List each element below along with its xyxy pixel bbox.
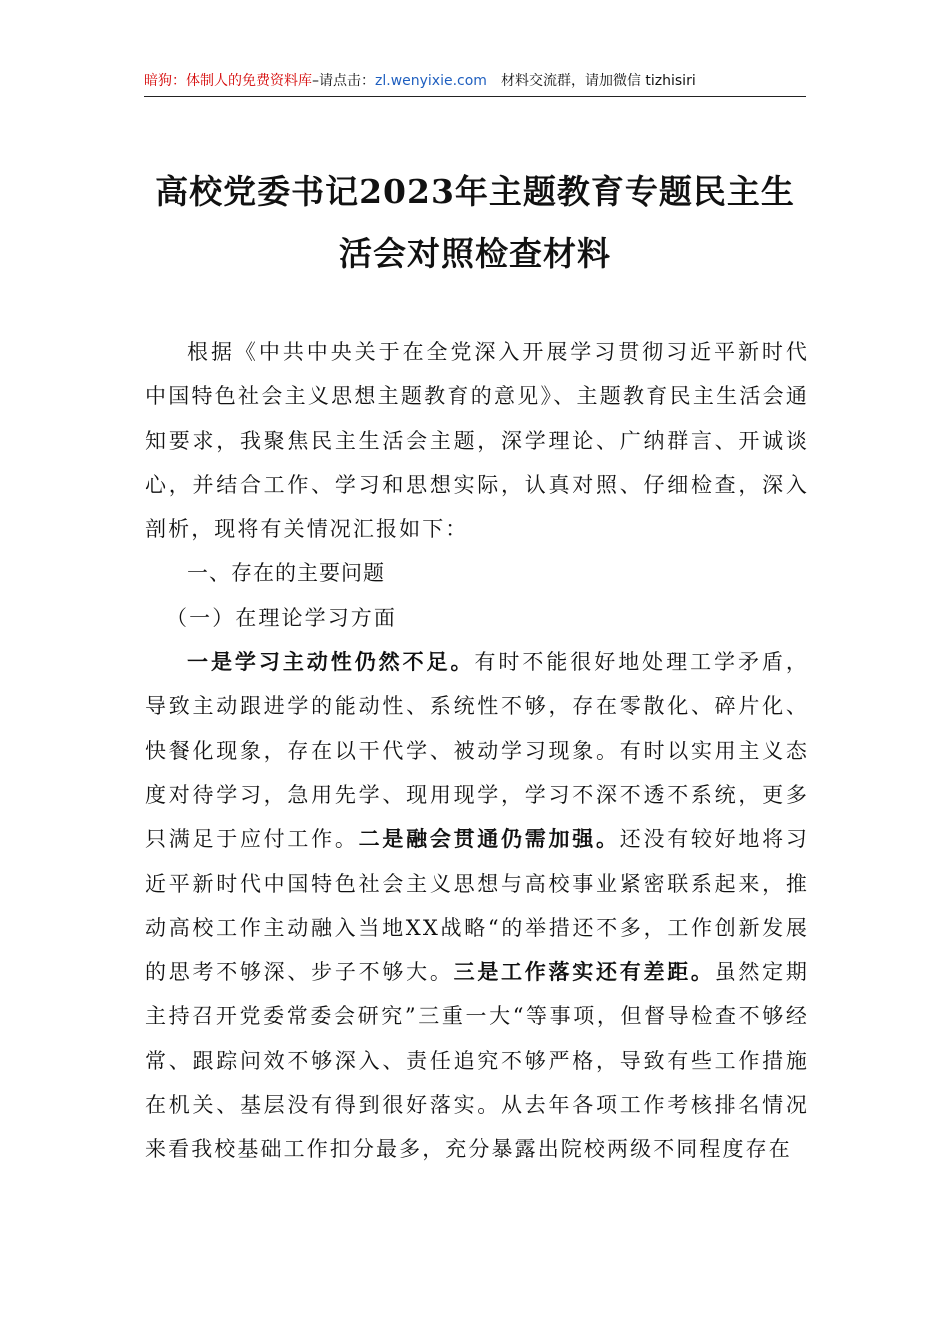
section-heading: 一、存在的主要问题 xyxy=(187,561,385,586)
subsection-heading: （一）在理论学习方面 xyxy=(166,605,397,630)
point1-text: 有时不能很好地处理工学矛盾，导致主动跟进学的能动性、系统性不够，存在零散化、碎片化、快餐化现象，存在以干代学、被动学习现象。有时以实用主义态度对待学习，急用先学、现用现学，学习不深不透不系统，更多只满足于应付工作。 xyxy=(145,650,809,852)
header-url-link[interactable]: zl.wenyixie.com xyxy=(375,73,487,89)
intro-paragraph: 根据《中共中央关于在全党深入开展学习贯彻习近平新时代中国特色社会主义思想主题教育的意见》、主题教育民主生活会通知要求，我聚焦民主生活会主题，深学理论、广纳群言、开诚谈心，并结合工作、学习和思想实际，认真对照、仔细检查，深入剖析，现将有关情况汇报如下： xyxy=(145,340,809,542)
header-site-name[interactable]: 暗狗：体制人的免费资料库 xyxy=(144,73,312,89)
point3-lead: 三是工作落实还有差距。 xyxy=(453,959,715,985)
header-wechat-note: 材料交流群，请加微信 tizhisiri xyxy=(500,73,696,89)
document-title-line2: 活会对照检查材料 xyxy=(339,234,611,273)
point3-text: 虽然定期主持召开党委常委会研究”三重一大“等事项，但督导检查不够经常、跟踪问效不够深入、责任追究不够严格，导致有些工作措施在机关、基层没有得到很好落实。从去年各项工作考核排名情况来看我校基础工作扣分最多，充分暴露出院校两级不同程度存在 xyxy=(145,960,809,1162)
document-body xyxy=(145,330,809,1172)
point2-text: 还没有较好地将习近平新时代中国特色社会主义思想与高校事业紧密联系起来，推动高校工作主动融入当地XX战略“的举措还不多，工作创新发展的思考不够深、步子不够大。 xyxy=(145,827,809,985)
header-banner xyxy=(144,70,806,97)
point1-lead: 一是学习主动性仍然不足。 xyxy=(187,649,475,675)
point2-lead: 二是融会贯通仍需加强。 xyxy=(358,826,620,852)
document-title-line1: 高校党委书记2023年主题教育专题民主生 xyxy=(155,172,795,211)
header-click-prompt: –请点击： xyxy=(312,73,375,89)
issues-paragraph xyxy=(145,640,809,1172)
